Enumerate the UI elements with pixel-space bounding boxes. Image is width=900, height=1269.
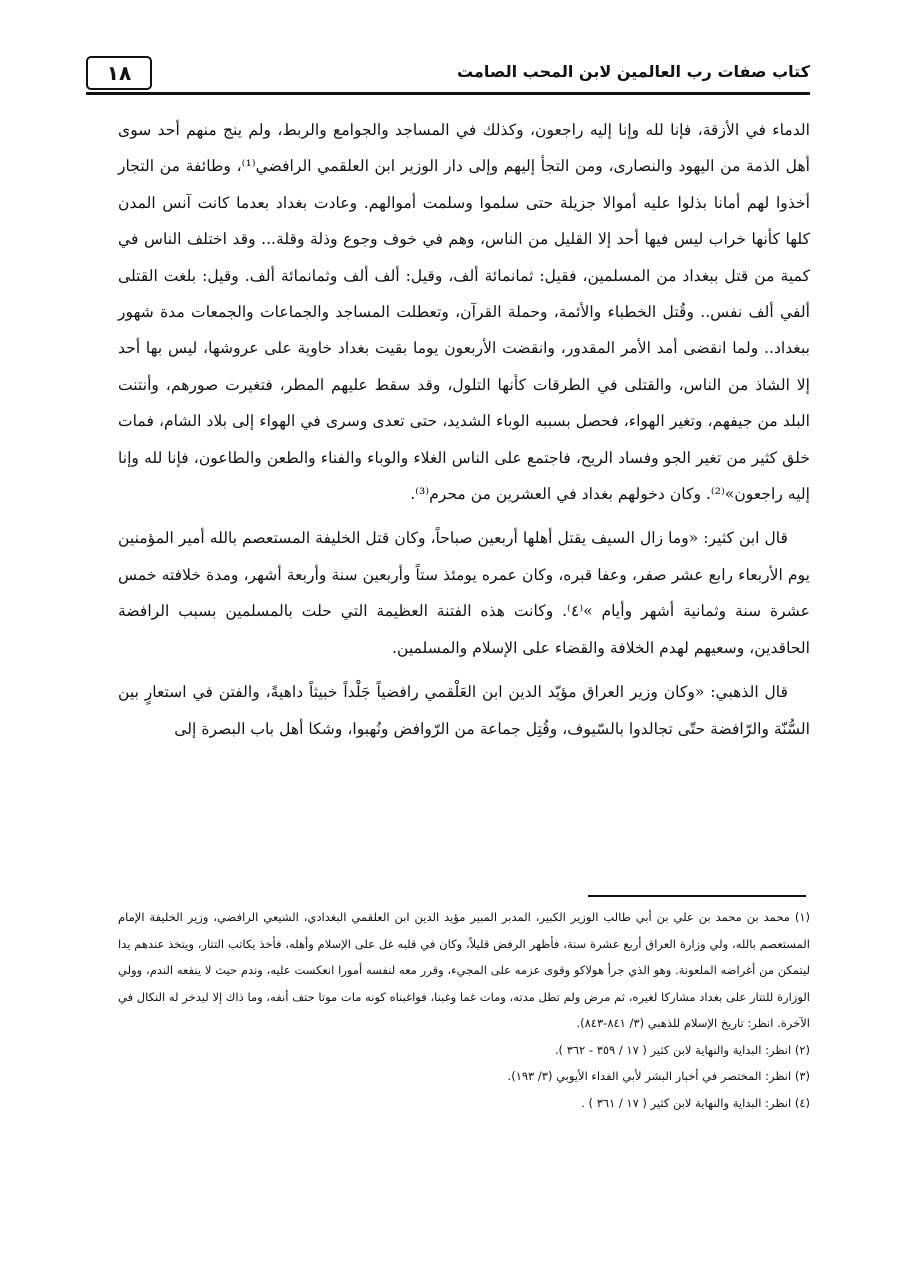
footnote: (١) محمد بن محمد بن علي بن أبي طالب الوزير الكبير، المدبر المبير مؤيد الدين ابن العلقمي البغدادي، الشيعي الرافضي، وزير الخليفة الإمام المستعصم بالله، ولي وزارة العراق أربع عشرة سنة، فأظهر الرفض قليلاً، وكان في قلبه غل على الإسلام وأهله، فأخذ يكاتب التتار، ويتخذ عندهم يدا ليتمكن من أغراضه الملعونة. وهو الذي جرأ هولاكو وقوى عزمه على المجيء، وقرر معه لنفسه أمورا انعكست عليه، وندم حيث لا ينفعه الندم، وولي الوزارة للتتار على بغداد مشاركا لغيره، ثم مرض ولم تطل مدته، ومات غما وغبنا، فواغبناه كونه مات موتا حتف أنفه، وما ذاك إلا ليدخر له النكال في الآخرة. انظر: تاريخ الإسلام للذهبي (٣/ ٨٤١-٨٤٣). [118,910,810,1030]
header-rule [86,92,810,95]
footnote-separator [588,895,806,897]
book-title: كتاب صفات رب العالمين لابن المحب الصامت [456,62,810,81]
page-header [86,56,810,96]
paragraph: قال الذهبي: «وكان وزير العراق مؤيّد الدين ابن العَلْقمي رافضياً جَلْداً خبيثاً داهيةً، والفتن في استعارٍ بين السُّنّة والرّافضة حتّى تجالدوا بالسّيوف، وقُتِل جماعة من الرّوافض ونُهبوا، وشكا أهل باب البصرة إلى [118,683,810,738]
main-text [118,112,810,747]
footnote: (٣) انظر: المختصر في أخبار البشر لأبي الفداء الأيوبي (٣/ ١٩٣). [507,1069,810,1083]
page-number: ١٨ [86,56,152,90]
footnote: (٤) انظر: البداية والنهاية لابن كثير ( ١٧ / ٣٦١ ) . [581,1095,810,1110]
paragraph: قال ابن كثير: «وما زال السيف يقتل أهلها أربعين صباحاً، وكان قتل الخليفة المستعصم بالله أمير المؤمنين يوم الأربعاء رابع عشر صفر، وعفا قبره، وكان عمره يومئذ ستاً وأربعين سنة وأربعة أشهر، ومدة خلافته خمس عشرة سنة وثمانية أشهر وأيام »⁽٤⁾. وكانت هذه الفتنة العظيمة التي حلت بالمسلمين بسبب الرافضة الحاقدين، وسعيهم لهدم الخلافة والقضاء على الإسلام والمسلمين. [118,529,810,657]
paragraph: الدماء في الأزقة، فإنا لله وإنا إليه راجعون، وكذلك في المساجد والجوامع والربط، ولم ينج منهم أحد سوى أهل الذمة من اليهود والنصارى، ومن التجأ إليهم وإلى دار الوزير ابن العلقمي الرافضي⁽¹⁾، وطائفة من التجار أخذوا لهم أمانا بذلوا عليه أموالا جزيلة حتى سلموا وسلمت أموالهم. وعادت بغداد بعدما كانت آنس المدن كلها كأنها خراب ليس فيها أحد إلا القليل من الناس، وهم في خوف وجوع وذلة وقلة... وقد اختلف الناس في كمية من قتل ببغداد من المسلمين، فقيل: ثمانمائة ألف، وقيل: ألف ألف وثمانمائة ألف. وقيل: بلغت القتلى ألفي ألف نفس.. وقُتل الخطباء والأئمة، وحملة القرآن، وتعطلت المساجد والجماعات والجمعات مدة شهور ببغداد.. ولما انقضى أمد الأمر المقدور، وانقضت الأربعون يوما بقيت بغداد خاوية على عروشها، ليس بها أحد إلا الشاذ من الناس، والقتلى في الطرقات كأنها التلول، وقد سقط عليهم المطر، فتغيرت صورهم، وأنتنت البلد من جيفهم، وتغير الهواء، فحصل بسببه الوباء الشديد، حتى تعدى وسرى في الهواء إلى بلاد الشام، فمات خلق كثير من تغير الجو وفساد الريح، فاجتمع على الناس الغلاء والوباء والفناء والطعن والطاعون، فإنا لله وإنا إليه راجعون»⁽²⁾. وكان دخولهم بغداد في العشرين من محرم⁽³⁾. [118,121,810,504]
footnote: (٢) انظر: البداية والنهاية لابن كثير ( ١٧ / ٣٥٩ - ٣٦٢ ). [554,1042,810,1057]
footnotes [118,904,810,1116]
